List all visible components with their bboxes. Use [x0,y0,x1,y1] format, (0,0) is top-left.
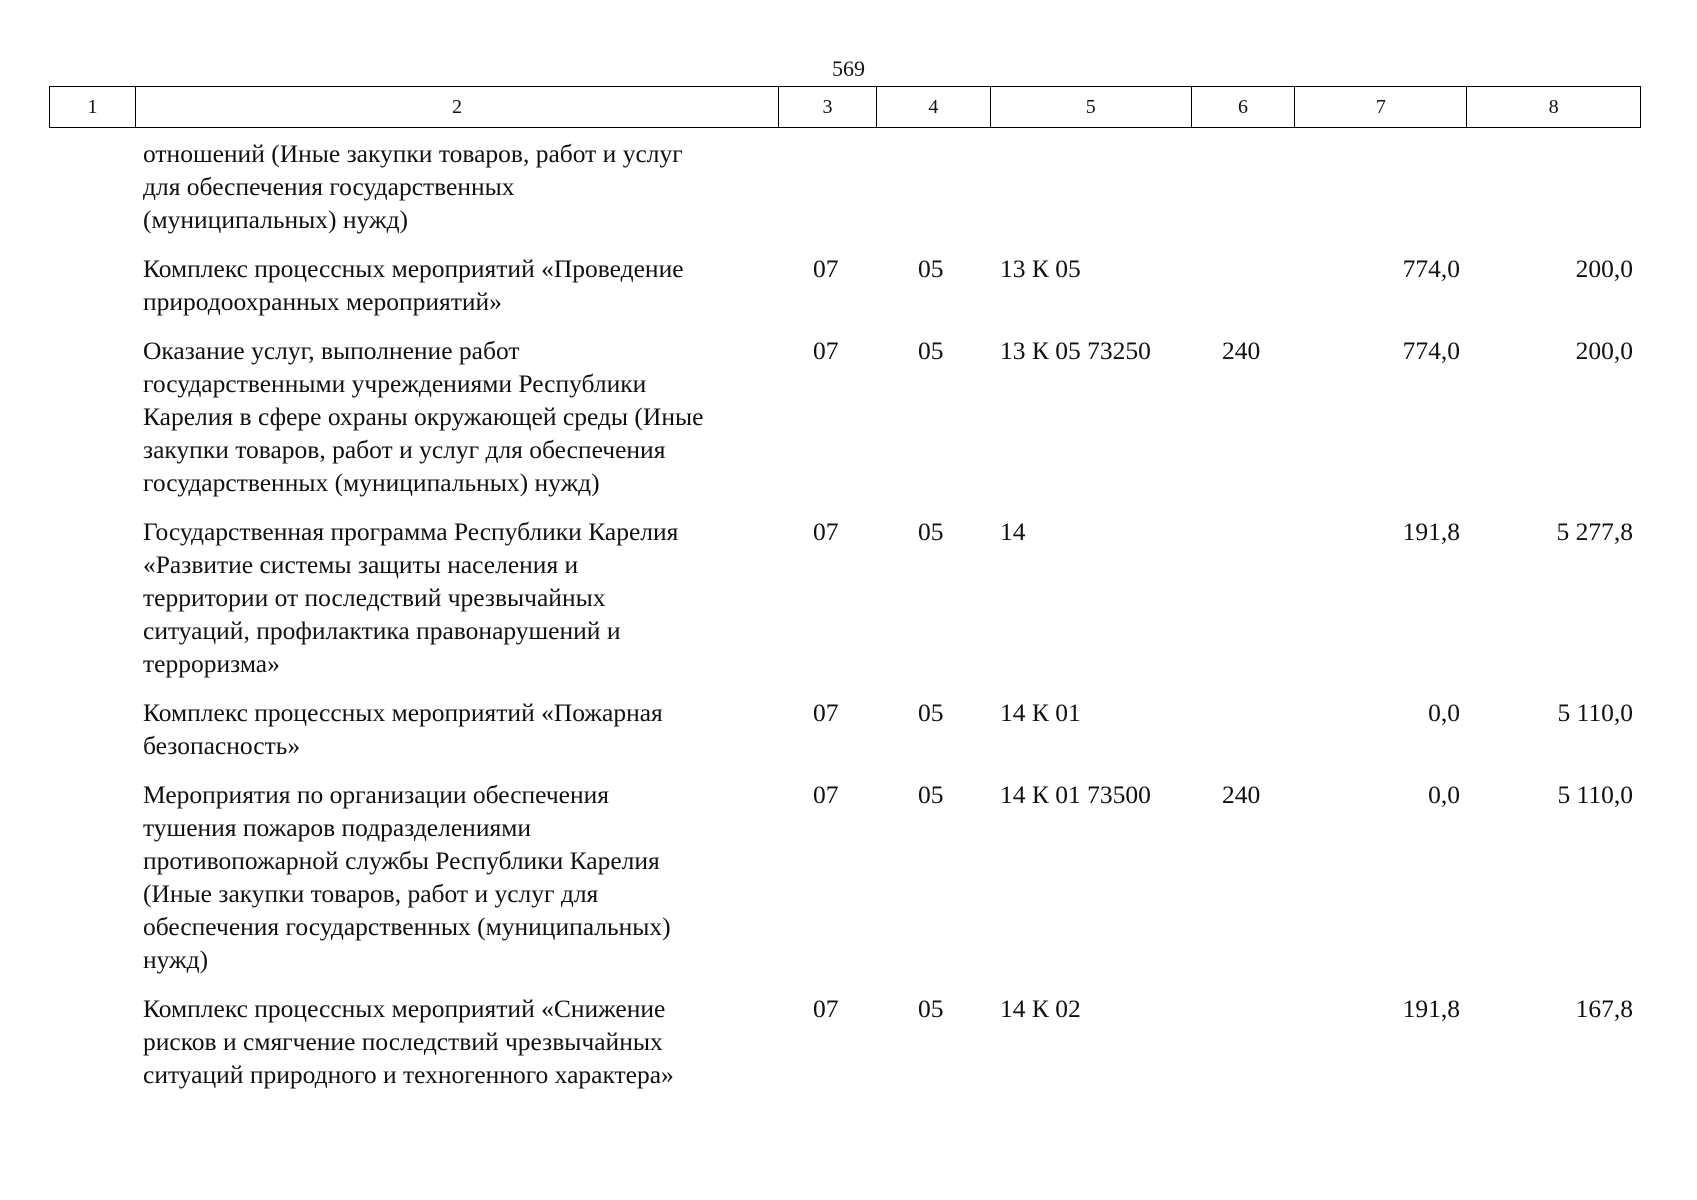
description-line: территории от последствий чрезвычайных [143,583,606,612]
column-header-5: 5 [991,87,1192,127]
cell-col-4: 05 [918,517,944,546]
description-line: государственных (муниципальных) нужд) [143,468,600,497]
description-line: ситуаций природного и техногенного характера» [143,1060,674,1089]
description-line: Комплекс процессных мероприятий «Проведение [143,254,684,283]
cell-col-3: 07 [813,254,839,283]
description-line: обеспечения государственных (муниципальных) [143,912,671,941]
description-line: Мероприятия по организации обеспечения [143,780,610,809]
cell-col-3: 07 [813,336,839,365]
cell-col-7: 0,0 [1428,698,1460,727]
table-row [49,992,1641,1091]
cell-col-5: 14 К 01 [1000,698,1081,727]
cell-description [49,992,779,1091]
cell-col-3: 07 [813,780,839,809]
cell-col-6: 240 [1222,780,1261,809]
cell-description [49,778,779,976]
cell-col-7 [1296,137,1468,236]
cell-col-7: 774,0 [1402,254,1460,283]
cell-description [49,334,779,499]
description-line: противопожарной службы Республики Карелия [143,846,660,875]
cell-col-4: 05 [918,254,944,283]
cell-col-8: 200,0 [1575,336,1633,365]
cell-col-8: 200,0 [1575,254,1633,283]
description-line: Государственная программа Республики Карелия [143,517,679,546]
cell-col-6 [1192,515,1296,680]
page-number: 569 [832,56,865,81]
cell-col-3 [779,137,877,236]
cell-col-6 [1192,252,1296,318]
cell-col-5: 13 К 05 73250 [1000,336,1151,365]
description-line: Карелия в сфере охраны окружающей среды (Иные [143,402,704,431]
cell-col-4: 05 [918,780,944,809]
table-row [49,696,1641,762]
column-header-6: 6 [1192,87,1296,127]
cell-col-4: 05 [918,698,944,727]
cell-col-5: 14 К 02 [1000,994,1081,1023]
description-line: нужд) [143,945,209,974]
table-body [49,137,1641,1107]
cell-col-7: 0,0 [1428,780,1460,809]
cell-col-8: 167,8 [1575,994,1633,1023]
description-line: (Иные закупки товаров, работ и услуг для [143,879,599,908]
description-line: ситуаций, профилактика правонарушений и [143,616,621,645]
column-header-7: 7 [1295,87,1467,127]
cell-col-5: 13 К 05 [1000,254,1081,283]
cell-col-8: 5 110,0 [1557,698,1633,727]
cell-description [49,252,779,318]
table-row [49,515,1641,680]
cell-col-3: 07 [813,994,839,1023]
table-row [49,778,1641,976]
cell-col-8: 5 277,8 [1556,517,1633,546]
cell-col-3: 07 [813,698,839,727]
cell-col-3: 07 [813,517,839,546]
column-header-3: 3 [779,87,877,127]
cell-col-4 [877,137,991,236]
description-line: для обеспечения государственных [143,172,515,201]
cell-col-6 [1192,696,1296,762]
table-row [49,137,1641,236]
description-line: тушения пожаров подразделениями [143,813,531,842]
description-line: отношений (Иные закупки товаров, работ и услуг [143,139,683,168]
description-line: Оказание услуг, выполнение работ [143,336,520,365]
table-row [49,252,1641,318]
column-header-8: 8 [1548,95,1559,118]
column-header-2: 2 [136,87,779,127]
table-row [49,334,1641,499]
description-line: природоохранных мероприятий» [143,287,502,316]
description-line: терроризма» [143,649,280,678]
description-line: Комплекс процессных мероприятий «Пожарная [143,698,663,727]
description-line: Комплекс процессных мероприятий «Снижение [143,994,666,1023]
description-line: закупки товаров, работ и услуг для обеспечения [143,435,666,464]
cell-col-4: 05 [918,994,944,1023]
cell-col-5: 14 К 01 73500 [1000,780,1151,809]
table-header [49,86,1641,128]
cell-col-7: 191,8 [1402,994,1460,1023]
description-line: рисков и смягчение последствий чрезвычайных [143,1027,663,1056]
cell-col-5: 14 [1000,517,1026,546]
cell-description [49,515,779,680]
cell-description [49,137,779,236]
cell-col-8 [1468,137,1641,236]
cell-col-6 [1192,137,1296,236]
cell-col-8: 5 110,0 [1557,780,1633,809]
description-line: «Развитие системы защиты населения и [143,550,579,579]
description-line: безопасность» [143,731,301,760]
description-line: (муниципальных) нужд) [143,205,409,234]
cell-description [49,696,779,762]
cell-col-4: 05 [918,336,944,365]
description-line: государственными учреждениями Республики [143,369,647,398]
cell-col-6 [1192,992,1296,1091]
column-header-4: 4 [877,87,991,127]
column-header-1: 1 [50,87,136,127]
cell-col-5 [991,137,1192,236]
cell-col-6: 240 [1222,336,1261,365]
cell-col-7: 191,8 [1402,517,1460,546]
cell-col-7: 774,0 [1402,336,1460,365]
